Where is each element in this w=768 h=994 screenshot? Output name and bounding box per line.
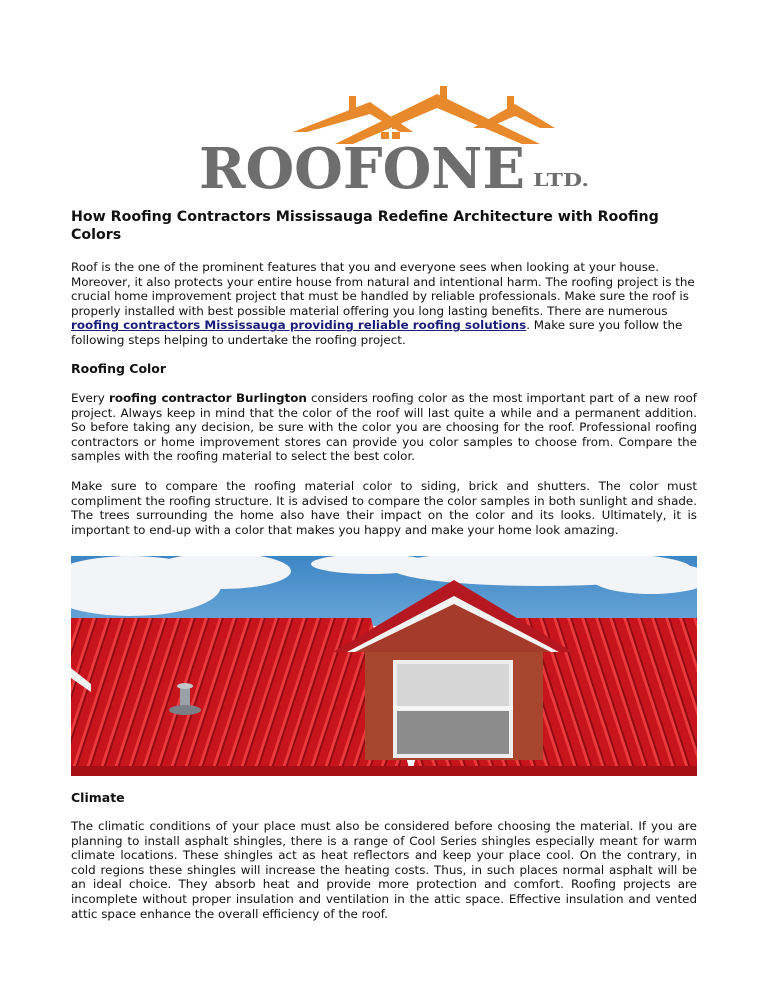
climate-paragraph: The climatic conditions of your place must also be considered before choosing the material. If you are planning to install asphalt shingles, there is a range of Cool Series shingles especially meant for warm climate locations. These shingles act as heat reflectors and keep your place cool. On the contrary, in cold regions these shingles will increase the heating costs. Thus, in such places normal asphalt will be an ideal choice. They absorb heat and provide more protection and comfort. Roofing projects are incomplete without proper insulation and ventilation in the attic space. Effective insulation and vented attic space enhance the overall efficiency of the roof.: [71, 819, 697, 921]
intro-text-end: . Make sure you follow the following steps helping to undertake the roofing project.: [71, 318, 683, 347]
logo-suffix-text: LTD.: [533, 170, 589, 191]
roofing-color-paragraph-1: [71, 391, 697, 464]
logo-brand-text: ROOFONE: [199, 136, 525, 200]
roofing-color-heading: Roofing Color: [71, 361, 167, 376]
red-roof-photo: [71, 556, 697, 776]
p1-bold-term: roofing contractor Burlington: [108, 391, 307, 405]
roofing-contractors-link[interactable]: roofing contractors Mississauga providing reliable roofing solutions: [71, 318, 527, 333]
intro-text-start: Roof is the one of the prominent features that you and everyone sees when looking at your house. Moreover, it also protects your entire house from natural and intentional harm. The roofing project is the crucial home improvement project that must be handled by reliable professionals. Make sure the roof is properly installed with best possible material offering you long lasting benefits. There are numerous: [71, 260, 695, 318]
p1-text-start: Every: [71, 391, 109, 405]
intro-paragraph: [71, 260, 697, 348]
roofing-color-paragraph-2: Make sure to compare the roofing material color to siding, brick and shutters. The color must compliment the roofing structure. It is advised to compare the color samples in both sunlight and shade. The trees surrounding the home also have their impact on the color and its looks. Ultimately, it is important to end-up with a color that makes you happy and make your home look amazing.: [71, 479, 697, 537]
company-logo: [195, 82, 595, 200]
climate-heading: Climate: [71, 790, 125, 805]
article-title: How Roofing Contractors Mississauga Redefine Architecture with Roofing Colors: [71, 209, 659, 243]
p1-text-end: considers roofing color as the most important part of a new roof project. Always keep in mind that the color of the roof will last quite a while and a permanent addition. So before taking any decision, be sure with the color you are choosing for the roof. Professional roofing contractors or home improvement stores can provide you color samples to choose from. Compare the samples with the roofing material to select the best color.: [71, 391, 697, 464]
